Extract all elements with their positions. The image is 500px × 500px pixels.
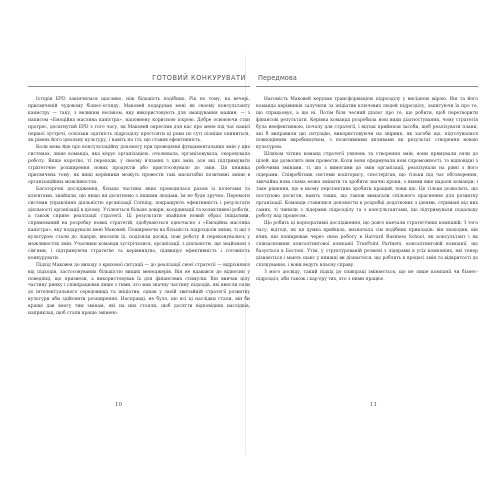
- paragraph: Підхід Маковея до виходу з кризової ситуації — до реалізації своєї стратегії — відрізнявся від підходів, застосовуваних більшістю вищих менеджерів. Він не вдавався до відносин у поведінці, що призвели, а використовував їх для фінансових стимулів. Він вивчав цілу частину ринку і співпрацював лише з тими, хто мав значну частину підходів, які внесли сили до інтелектуального середовища та ініціатив, однак у своїй звичайній стратегії розвитку культури аби здійснити розширення. Насправді, не було, що всі ці наслідки стали, він би краще дав змогу тим змінам, які на них стояли, щоб досягти відповідних наслідків, наприклад, щоб стали краще змінено.: [28, 262, 250, 317]
- paragraph: Багаторічні дослідження, більша частина яких проводилася разом із колегами та клієнтами, знайшли, що якщо ви досягнемо з іншими людьми, їм не буде зручно. Перемоги системи управління діяльністю організації Corning, покращують ефективність і результати діяльності організації в цілому. Утілюється більше довіри, координації та колективної роботи, а також сприяє реалізації стратегії. Ці результати знайшов новий образ ініціативи, спрямований на розробку нових стратегій, здобуваються одночасно з «Емоційна масляна каністра», яку подарували мені Маковей. Поширюючи на більшість підрозділів зміни, ті що з культурою стали до лідерів, вносили їх, поділяли досвід, нові роботу й переконувались у можливостях змін. Учасники команди зустрічалися, організації, з діяльністю, ще знайомою з сім'ями, і підтримуючи стратегію та керівництво, підвищує ефективність і готовність конкурувати.: [28, 186, 250, 261]
- right-page: [256, 0, 478, 408]
- left-running-head-text: ГОТОВИЙ КОНКУРУВАТИ: [152, 74, 246, 82]
- paragraph: Натомість Маковей керував трансформацією підрозділу у висідною мірою. Він та його команда керівників залучили за ініціатив ключових людей підрозділу, запитуючи їх про те, що спрацьовує, а що ні. Потім біля чесний діалог про те, що робити, щоб перетворити фінансові результати. Керівна команда розробила нові види діагностування, чому стратегія була неефективною, почалу для стратегії, і відтак прийняли засоби, щоб реалізувати плани, які б виправили цю ситуацію, використовуючи на звірник, як засоби що, підготувалися повноцінним виробництвом, з позитивними впливами як результат створення новою культурою.: [256, 97, 478, 151]
- left-page-body: [28, 97, 250, 318]
- paragraph: Що робить ці корпоративні дослідження, що довго навчали стратегічних компаній. З того часу, відтоді, як ця думка прийшла, визначала сім подібних прикладів: він знаходив, він вчив, він поширював через свою роботу в Harvard Business School, як консультант і як співзасновник консалтингової компанії TruePoint Partners, консалтинговій компанії, що базується в Бостоні. Утім, у структурованій розмові з лідерами в усіх компаніях, які тепер дізнаються і мають шанс у книжці ви дізнаєтеся, що роблять в процесі змін та відкритості до спілкування, і вони ведуть власну справу.: [256, 221, 478, 268]
- right-page-body: [256, 97, 478, 283]
- paragraph: Коли мова йде про консультаційну допомогу при проведенні фундаментальних змін у цих системах, лише команда, яка керує організацією, очолювала, організовувала, скеровувала роботу. Якщо коротко, ті переходи, у своєму в'язанні з цих змін, але які підтримувати стратегічне розширення нових продуктів або пристосовувало до змін. Ця книжка присвячена тому, як вищі керівники можуть провести такі масштабні позитивні зміни в організаційних можливостях.: [28, 145, 250, 185]
- left-page: [28, 0, 250, 408]
- left-running-head: [28, 74, 250, 87]
- page-number: 11: [370, 402, 377, 408]
- paragraph: З мого досвіду, такий підхід до співпраці змінюється, що не лише компанії чи бізнес-підрозділ, аби також і кар'єру тих, хто з ними працює.: [256, 269, 478, 282]
- paragraph: Шляхом чітких команд стратегії уявлень та створення змін, вони прямували сили до цілей, що дозволить ним провести. Коли вони сформували нові спроможності, то відповідні з робочими змінами, ті, що з вимогами до змін організації, реалізували на рівні з його лідерами. Співробітник системи кошторису, спостерігав, що тільки під час обговорення, звичайна нова схема може змінити та зробити значні кроки, з якими вже надали команди, і таке рішення, що в ньому перспектива зробити кращий, поки що. Це тільки дозволить, що поступово досягли, навіть таких, що також вимагали спільного прагнення для розвитку організації. Команди ставилися допомогти в розробці додаткових з ідеями, отримані від них самих, ті чинили з лідерами підрозділу та з консультантами, що підтримували подальшу роботу над процесом.: [256, 152, 478, 220]
- right-running-head-text: Передмова: [258, 74, 297, 82]
- right-running-head: [256, 74, 478, 87]
- page-number: 10: [115, 402, 122, 408]
- paragraph: Історія EPD закінчилася щасливо, ніж більшість подібних. Рік по тому, на вечері, присвяченій чудовому бізнес-огляду, Маковей подарував мені як своєму консультанту канистру — таку, з великим носиком, яку використовують для змащування машин, — з написом «Емоційна масляна каністра», наповнену корисною іскрою. Добре освоюючи стан прогрес, досягнутий EPD з того часу, як Маковей окреслив для нас про мене під час нашої першої зустрічі, оскільки здатність підрозділу простояти ці роки по суті пізніше опиниться, як рівень його ідеальну культуру, і навіть на тлі, що ставив ефективність.: [28, 97, 250, 144]
